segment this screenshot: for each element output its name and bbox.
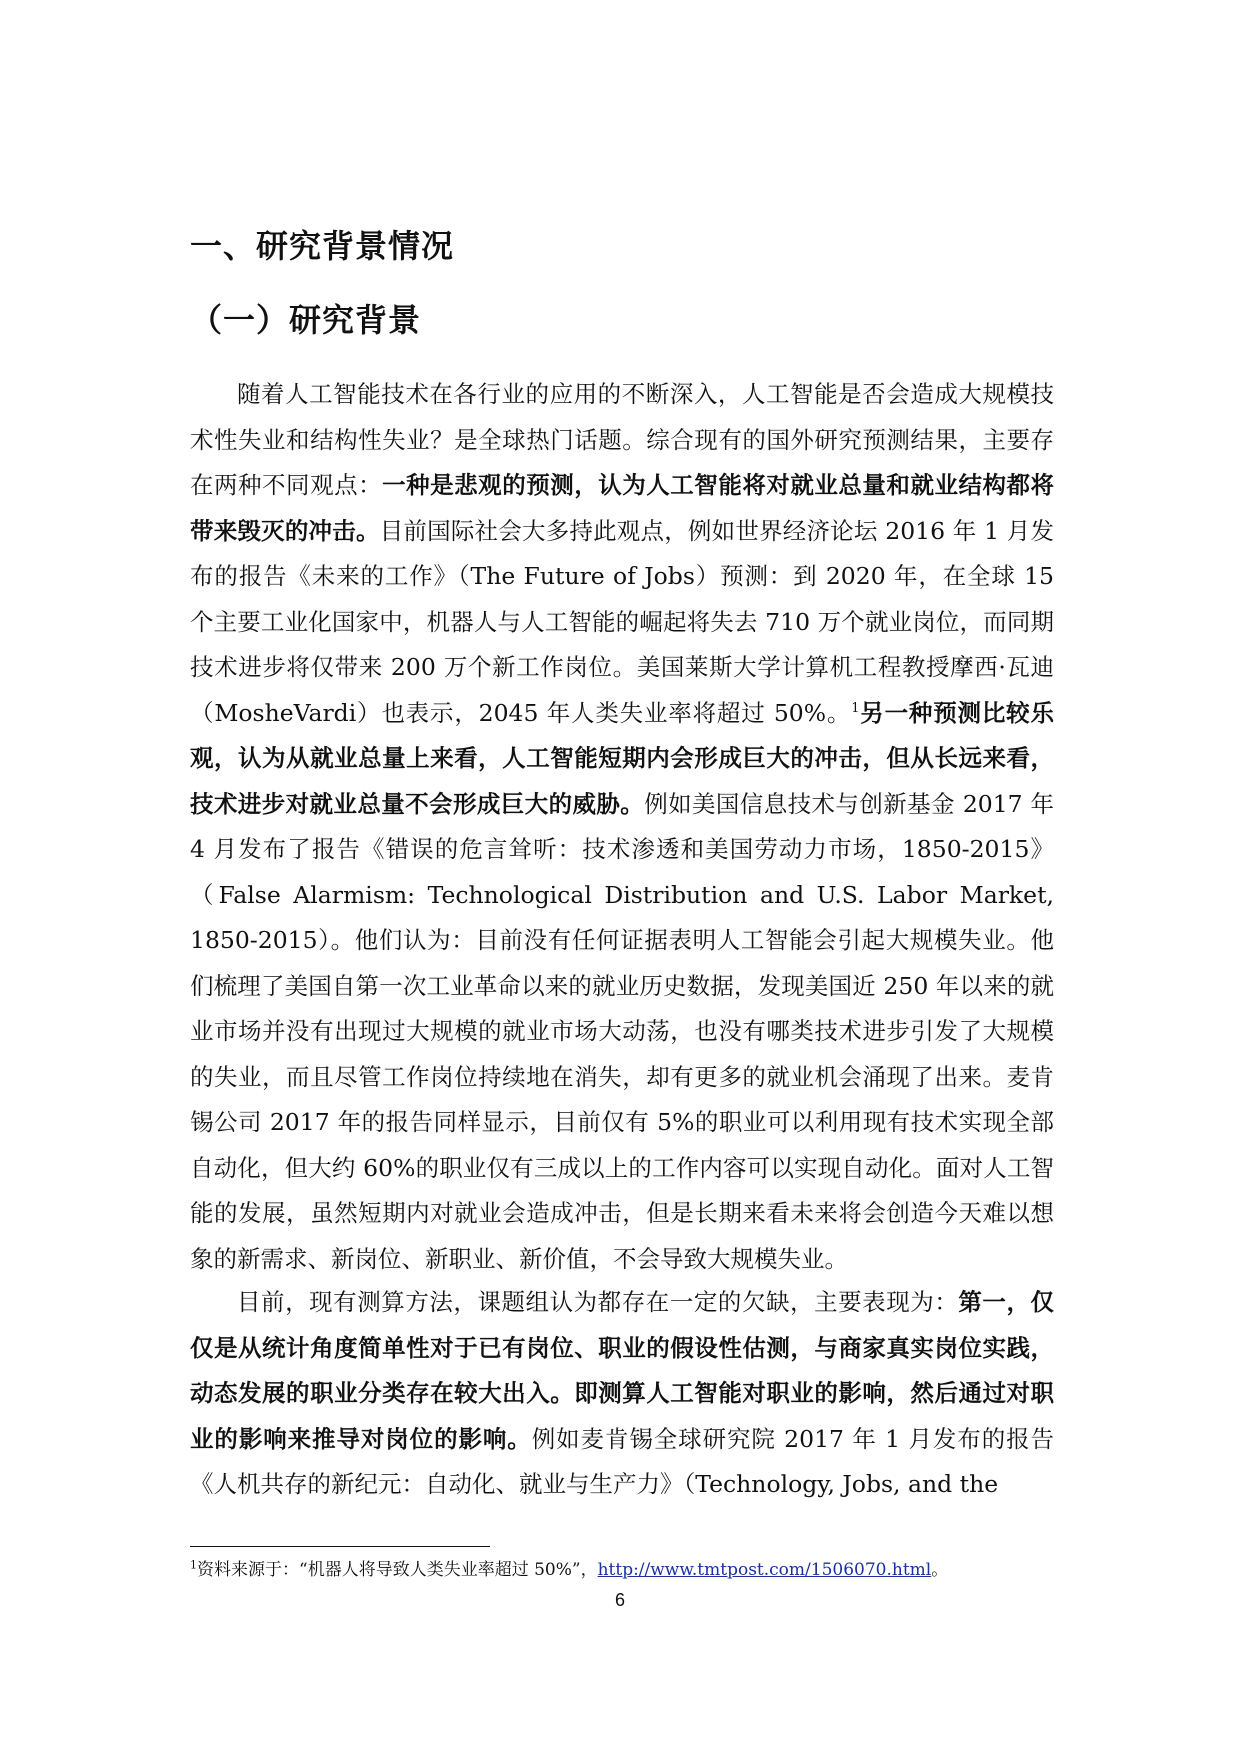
footnote-divider [190,1546,490,1547]
text-run: 例如麦肯锡全球研究院 2017 年 1 月发布的报告《人机共存的新纪元：自动化、就业与生产力》（Technology, Jobs, and the [190,1424,1055,1498]
footnote-link[interactable]: http://www.tmtpost.com/1506070.html [597,1560,932,1580]
page-number: 6 [614,1590,625,1610]
footnote-suffix: 。 [931,1560,949,1580]
bold-text-run: 第一，仅仅是从统计角度简单性对于已有岗位、职业的假设性估测，与商家真实岗位实践，动态发展的职业分类存在较大出入。即测算人工智能对职业的影响，然后通过对职业的影响来推导对岗位的影响。 [190,1288,1055,1453]
text-run: 目前国际社会大多持此观点，例如世界经济论坛 2016 年 1 月发布的报告《未来的工作》（The Future of Jobs）预测：到 2020 年，在全球 15 个主要工业化国家中，机器人与人工智能的崛起将失去 710 万个就业岗位，而同期技术进步将仅带来 200 万个新工作岗位。美国莱斯大学计算机工程教授摩西·瓦迪（MosheVardi）也表示，2045 年人类失业率将超过 50%。 [190,516,1055,727]
subsection-heading: （一）研究背景 [190,301,422,339]
body-paragraph [190,372,1054,1282]
text-run: 随着人工智能技术在各行业的应用的不断深入，人工智能是否会造成大规模技术性失业和结构性失业？是全球热门话题。综合现有的国外研究预测结果，主要存在两种不同观点： [190,380,1054,499]
text-run: 目前，现有测算方法，课题组认为都存在一定的欠缺，主要表现为： [237,1288,959,1316]
section-heading: 一、研究背景情况 [190,227,455,265]
bold-text-run: 另一种预测比较乐观，认为从就业总量上来看，人工智能短期内会形成巨大的冲击，但从长远来看，技术进步对就业总量不会形成巨大的威胁。 [190,698,1054,818]
body-paragraph [190,1280,1054,1508]
footnote [190,1557,1070,1583]
footnote-marker: 1 [190,1558,197,1572]
text-run: 例如美国信息技术与创新基金 2017 年 4 月发布了报告《错误的危言耸听：技术渗透和美国劳动力市场，1850-2015》（False Alarmism: Technological Distribution and U.S. Labor Market, 1850-2015）。他们认为：目前没有任何证据表明人工智能会引起大规模失业。他们梳理了美国自第一次工业革命以来的就业历史数据，发现美国近 250 年以来的就业市场并没有出现过大规模的就业市场大动荡，也没有哪类技术进步引发了大规模的失业，而且尽管工作岗位持续地在消失，却有更多的就业机会涌现了出来。麦肯锡公司 2017 年的报告同样显示，目前仅有 5%的职业可以利用现有技术实现全部自动化，但大约 60%的职业仅有三成以上的工作内容可以实现自动化。面对人工智能的发展，虽然短期内对就业会造成冲击，但是长期来看未来将会创造今天难以想象的新需求、新岗位、新职业、新价值，不会导致大规模失业。 [190,789,1054,1273]
footnote-reference: 1 [851,700,860,716]
bold-text-run: 一种是悲观的预测，认为人工智能将对就业总量和就业结构都将带来毁灭的冲击。 [190,471,1055,545]
footnote-text: 资料来源于：“机器人将导致人类失业率超过 50%”， [197,1560,598,1580]
